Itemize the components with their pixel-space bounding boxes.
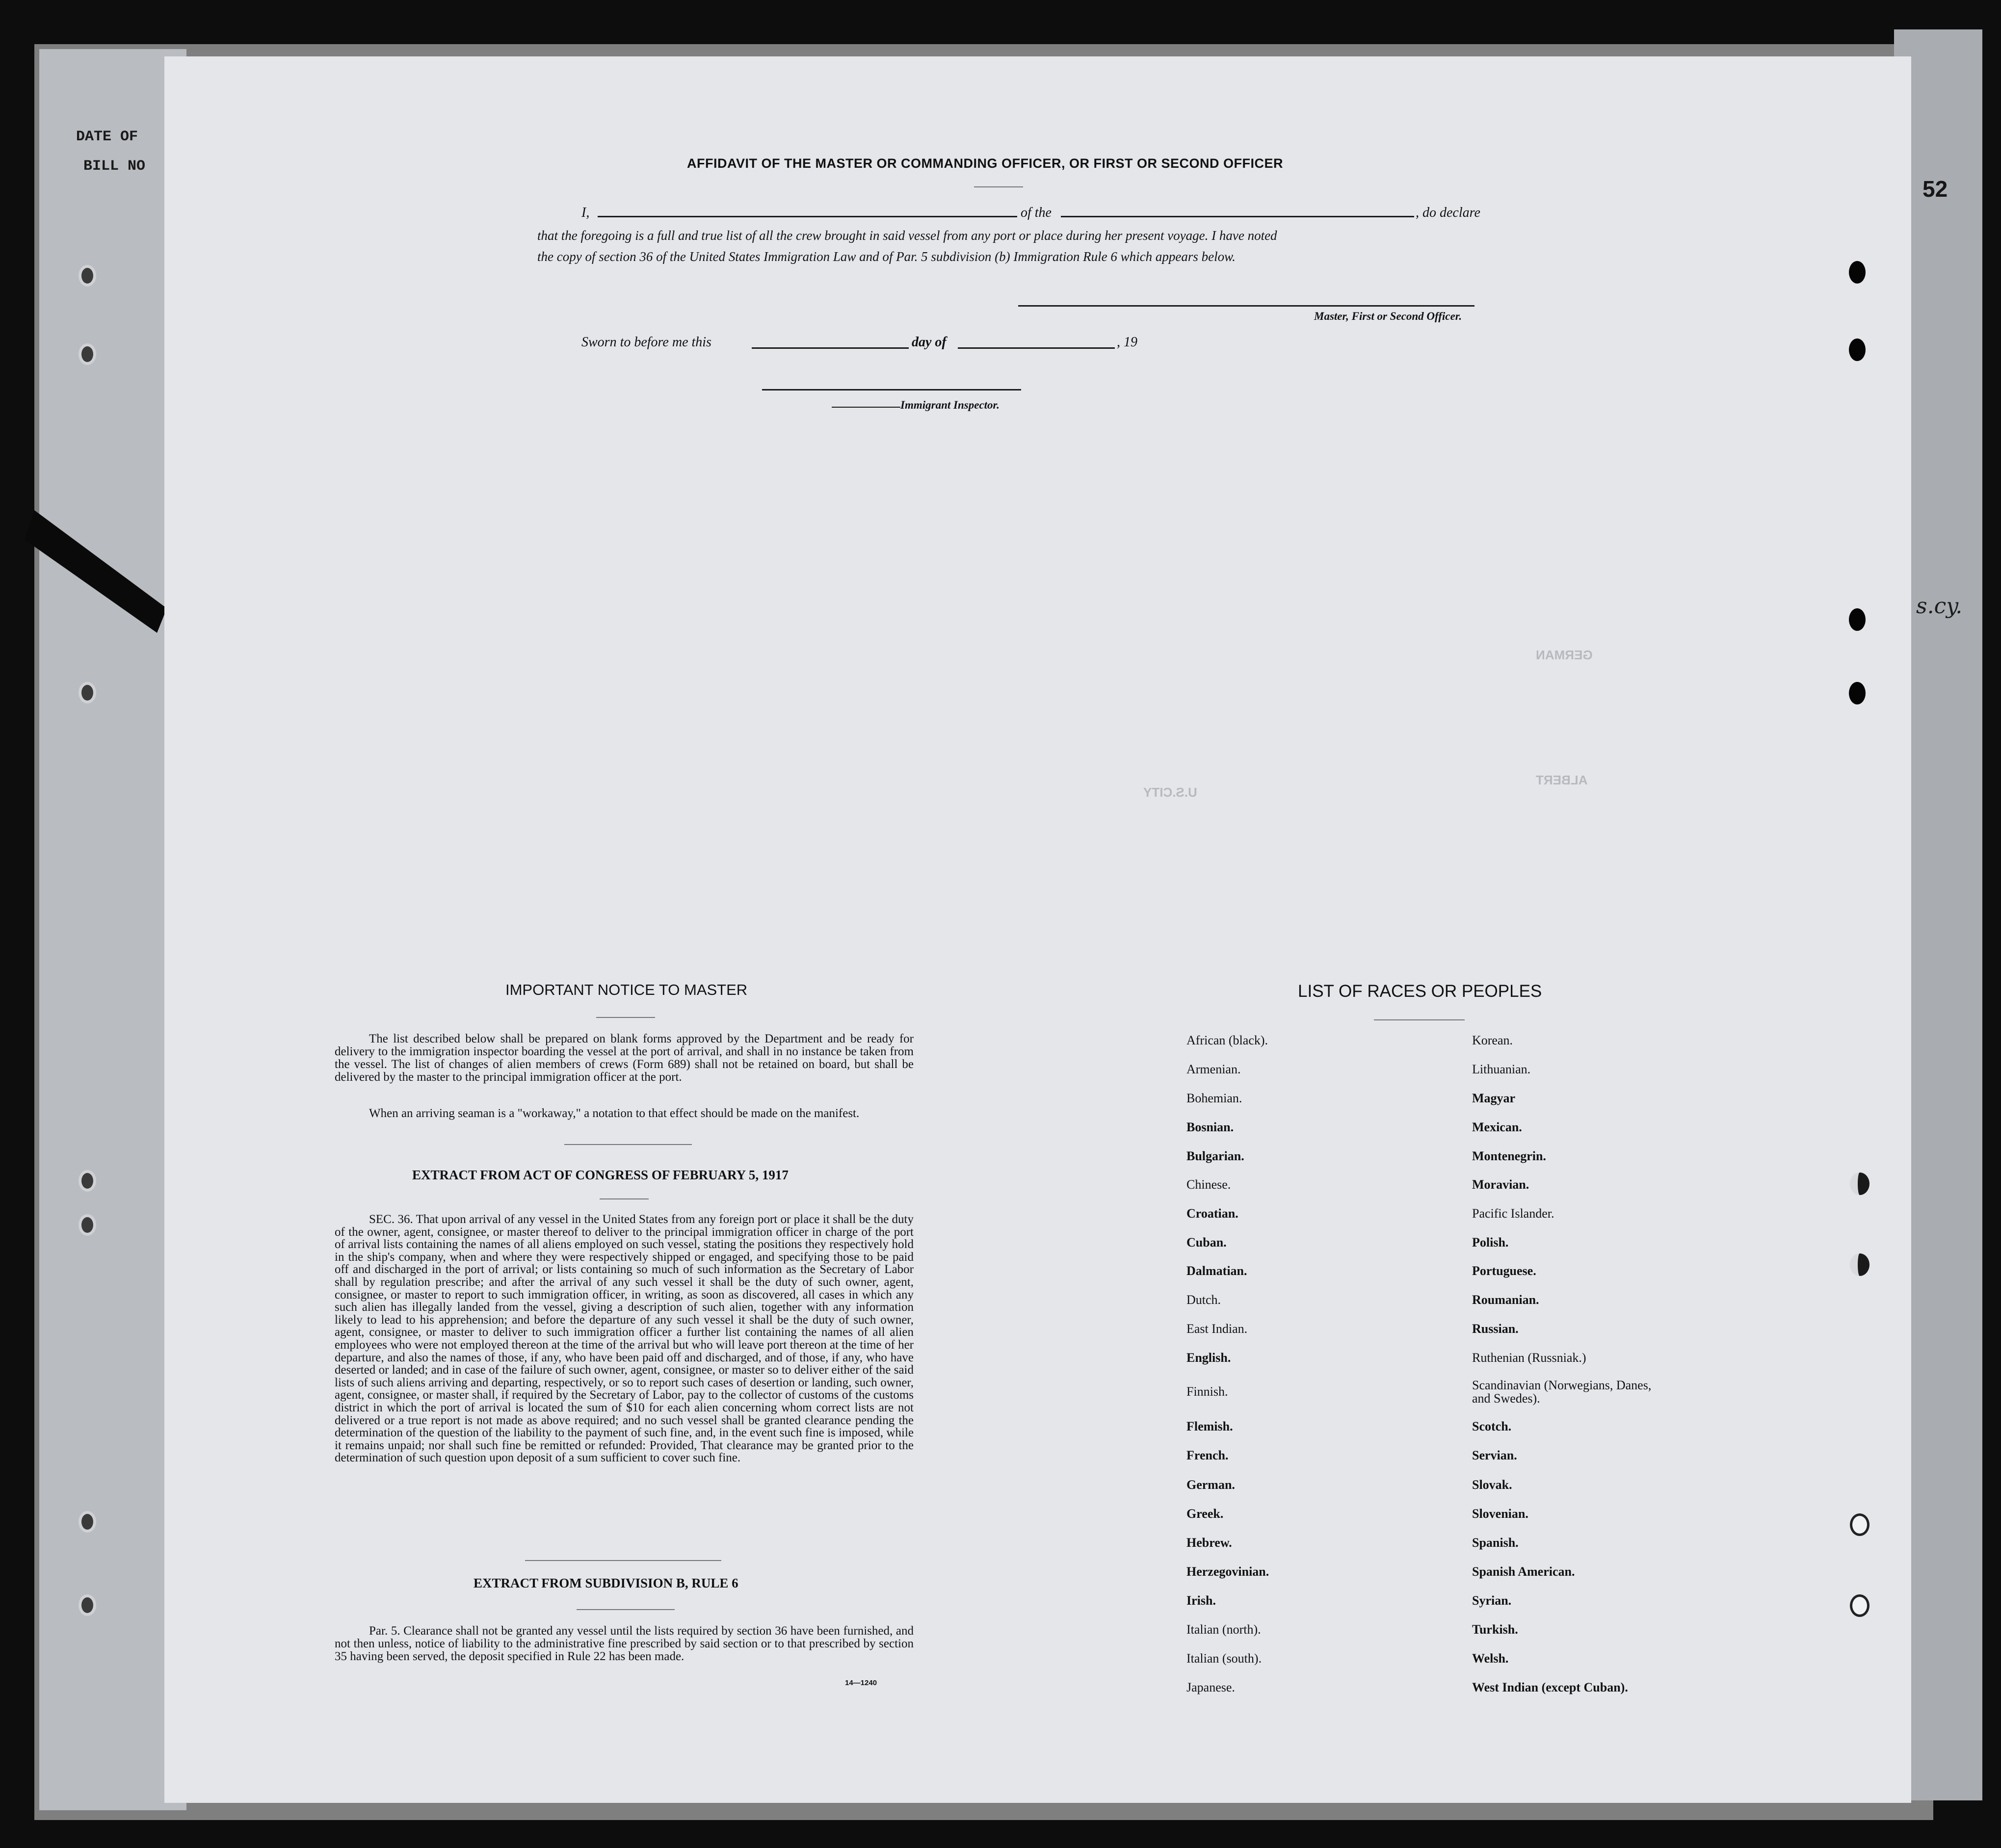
- act-rule: [600, 1198, 649, 1199]
- race-item: Cuban.: [1186, 1235, 1227, 1249]
- binder-hole: [79, 343, 96, 365]
- section-rule: [525, 1560, 721, 1561]
- race-item: Ruthenian (Russniak.): [1472, 1351, 1586, 1365]
- binder-hole: [79, 1511, 96, 1533]
- left-stamp-bill: BILL NO: [83, 158, 146, 175]
- race-item: Scotch.: [1472, 1419, 1512, 1433]
- race-item: Irish.: [1186, 1593, 1216, 1608]
- race-item: African (black).: [1186, 1033, 1268, 1047]
- race-item: Korean.: [1472, 1033, 1513, 1047]
- binder-hole: [1850, 1594, 1869, 1617]
- sworn-label: Sworn to before me this: [581, 335, 711, 350]
- manifest-page: [164, 56, 1911, 1803]
- master-caption: Master, First or Second Officer.: [1314, 310, 1462, 322]
- race-item: Dalmatian.: [1186, 1264, 1247, 1278]
- binder-hole: [1849, 261, 1866, 284]
- binder-hole: [79, 1594, 96, 1616]
- race-item: Magyar: [1472, 1091, 1516, 1105]
- i-label: I,: [581, 205, 590, 220]
- race-item: English.: [1186, 1351, 1231, 1365]
- race-item: East Indian.: [1186, 1322, 1248, 1336]
- race-item: Spanish.: [1472, 1536, 1519, 1550]
- race-item: Greek.: [1186, 1507, 1224, 1521]
- race-item: Slovak.: [1472, 1478, 1512, 1492]
- binder-hole: [1850, 1513, 1869, 1536]
- binder-hole: [1849, 682, 1866, 704]
- binder-hole: [1849, 608, 1866, 631]
- race-item: Slovenian.: [1472, 1507, 1528, 1521]
- notice-rule: [596, 1017, 655, 1018]
- race-item: French.: [1186, 1448, 1229, 1462]
- vessel-blank-line[interactable]: [1061, 216, 1414, 217]
- race-item: Portuguese.: [1472, 1264, 1536, 1278]
- race-item: Italian (north).: [1186, 1622, 1261, 1637]
- race-item: Bulgarian.: [1186, 1149, 1244, 1163]
- race-item: Montenegrin.: [1472, 1149, 1546, 1163]
- race-item: German.: [1186, 1478, 1235, 1492]
- race-item: Dutch.: [1186, 1293, 1221, 1307]
- race-item: Roumanian.: [1472, 1293, 1539, 1307]
- race-item: Russian.: [1472, 1322, 1519, 1336]
- binder-hole: [1850, 1172, 1869, 1195]
- race-item: Turkish.: [1472, 1622, 1518, 1637]
- form-number: 14—1240: [845, 1679, 877, 1687]
- race-item: Lithuanian.: [1472, 1062, 1531, 1076]
- master-signature-line[interactable]: [1018, 305, 1474, 307]
- year-label: , 19: [1117, 335, 1137, 350]
- declare-label: , do declare: [1416, 205, 1480, 220]
- race-item: Finnish.: [1186, 1384, 1228, 1399]
- race-item: Scandinavian (Norwegians, Danes, and Swedes).: [1472, 1378, 1652, 1406]
- rule-heading: EXTRACT FROM SUBDIVISION B, RULE 6: [474, 1576, 738, 1590]
- title-rule: [974, 186, 1023, 187]
- name-blank-line[interactable]: [598, 216, 1017, 217]
- section-rule: [564, 1144, 692, 1145]
- page-number: 52: [1922, 176, 1948, 202]
- race-item: Flemish.: [1186, 1419, 1233, 1433]
- race-item: Servian.: [1472, 1448, 1517, 1462]
- binder-hole: [79, 682, 96, 703]
- binder-hole: [1849, 338, 1866, 361]
- act-heading: EXTRACT FROM ACT OF CONGRESS OF FEBRUARY 5, 1917: [412, 1168, 789, 1182]
- affidavit-title: AFFIDAVIT OF THE MASTER OR COMMANDING OFFICER, OR FIRST OR SECOND OFFICER: [687, 156, 1283, 171]
- rule-rule: [577, 1609, 675, 1610]
- race-item: Spanish American.: [1472, 1564, 1575, 1579]
- notice-paragraph-1: The list described below shall be prepared on blank forms approved by the Department and be ready for delivery to the immigration inspector boarding the vessel at the port of arrival, and shall in no instance be taken from the vessel. The list of changes of alien members of crews (Form 689) shall not be retained on board, but shall be delivered by the master to the principal immigration officer at the port.: [335, 1032, 914, 1084]
- notice-heading: IMPORTANT NOTICE TO MASTER: [505, 981, 748, 998]
- race-item: Pacific Islander.: [1472, 1206, 1554, 1221]
- inspector-caption-rule: [832, 407, 900, 408]
- affidavit-line-2: that the foregoing is a full and true list of all the crew brought in said vessel from any port or place during her present voyage. I have noted: [537, 228, 1277, 243]
- act-section-36: SEC. 36. That upon arrival of any vessel in the United States from any foreign port or place it shall be the duty of the owner, agent, consignee, or master thereof to deliver to the principal immigration officer in charge of the port of arrival lists containing the names of all aliens employed on such vessel, stating the positions they respectively hold in the ship's company, when and where they were respectively shipped or engaged, and specifying those to be paid off and discharged in the port of arrival; or lists containing so much of such information as the Secretary of Labor shall by regulation prescribe; and after the arrival of any such vessel it shall be the duty of such owner, agent, consignee, or master to report to such immigration officer, in writing, as soon as discovered, all cases in which any such alien has illegally landed from the vessel, giving a description of such alien, together with any information likely to lead to his apprehension; and before the departure of any such vessel it shall be the duty of such owner, agent, consignee, or master to deliver to such immigration officer a further list containing the names of all alien employees who were not employed thereon at the time of the arrival but who will leave port thereon at the time of her departure, and also the names of those, if any, who have been paid off and discharged, and of those, if any, who have deserted or landed; and in case of the failure of such owner, agent, consignee, or master so to deliver either of the said lists of such aliens arriving and departing, respectively, or so to report such cases of desertion or landing, such owner, agent, consignee, or master shall, if required by the Secretary of Labor, pay to the collector of customs of the customs district in which the port of arrival is located the sum of $10 for each alien concerning whom correct lists are not delivered or a true report is not made as above required; and no such vessel shall be granted clearance pending the determination of the question of the liability to the payment of such fine, and, in the event such fine is imposed, while it remains unpaid; nor shall such fine be remitted or refunded: Provided, That clearance may be granted prior to the determination of such question upon deposit of a sum sufficient to cover such fine.: [335, 1213, 914, 1465]
- race-item: Bohemian.: [1186, 1091, 1242, 1105]
- bleed-through-text: U.S.CITY: [1143, 785, 1197, 800]
- affidavit-line-3: the copy of section 36 of the United States Immigration Law and of Par. 5 subdivision (b) Immigration Rule 6 which appears below.: [537, 249, 1236, 264]
- inspector-signature-line[interactable]: [762, 389, 1021, 390]
- bleed-through-text: GERMAN: [1536, 648, 1593, 662]
- race-item: Welsh.: [1472, 1651, 1509, 1666]
- binder-hole: [79, 265, 96, 286]
- races-rule: [1374, 1019, 1465, 1020]
- race-item: Syrian.: [1472, 1593, 1512, 1608]
- race-item: Moravian.: [1472, 1177, 1529, 1192]
- day-of-label: day of: [912, 335, 947, 350]
- binder-hole: [79, 1214, 96, 1236]
- bleed-through-text: ALBERT: [1536, 773, 1588, 787]
- notice-paragraph-2: When an arriving seaman is a "workaway," a notation to that effect should be made on the manifest.: [369, 1107, 860, 1120]
- race-item: Italian (south).: [1186, 1651, 1262, 1666]
- sworn-day-line[interactable]: [752, 347, 909, 349]
- pencil-note: s.cy.: [1916, 594, 1963, 619]
- inspector-caption: Immigrant Inspector.: [900, 399, 1000, 411]
- race-item: Armenian.: [1186, 1062, 1241, 1076]
- binder-hole: [1850, 1253, 1869, 1276]
- binder-hole: [79, 1170, 96, 1192]
- race-item: Hebrew.: [1186, 1536, 1232, 1550]
- binding-strap: [0, 510, 177, 657]
- sworn-month-line[interactable]: [958, 347, 1115, 349]
- race-item: Japanese.: [1186, 1680, 1235, 1694]
- race-item: West Indian (except Cuban).: [1472, 1680, 1628, 1694]
- race-item: Chinese.: [1186, 1177, 1231, 1192]
- races-heading: LIST OF RACES OR PEOPLES: [1298, 982, 1542, 1001]
- rule-paragraph: Par. 5. Clearance shall not be granted any vessel until the lists required by section 36 have been furnished, and not then unless, notice of liability to the administrative fine prescribed by said section or to that prescribed by section 35 having been served, the deposit specified in Rule 22 has been made.: [335, 1624, 914, 1663]
- race-item: Polish.: [1472, 1235, 1509, 1249]
- race-item: Mexican.: [1472, 1120, 1522, 1134]
- left-stamp-date: DATE OF: [76, 129, 138, 145]
- race-item: Croatian.: [1186, 1206, 1238, 1221]
- of-the-label: of the: [1021, 205, 1052, 220]
- race-item: Bosnian.: [1186, 1120, 1234, 1134]
- race-item: Herzegovinian.: [1186, 1564, 1269, 1579]
